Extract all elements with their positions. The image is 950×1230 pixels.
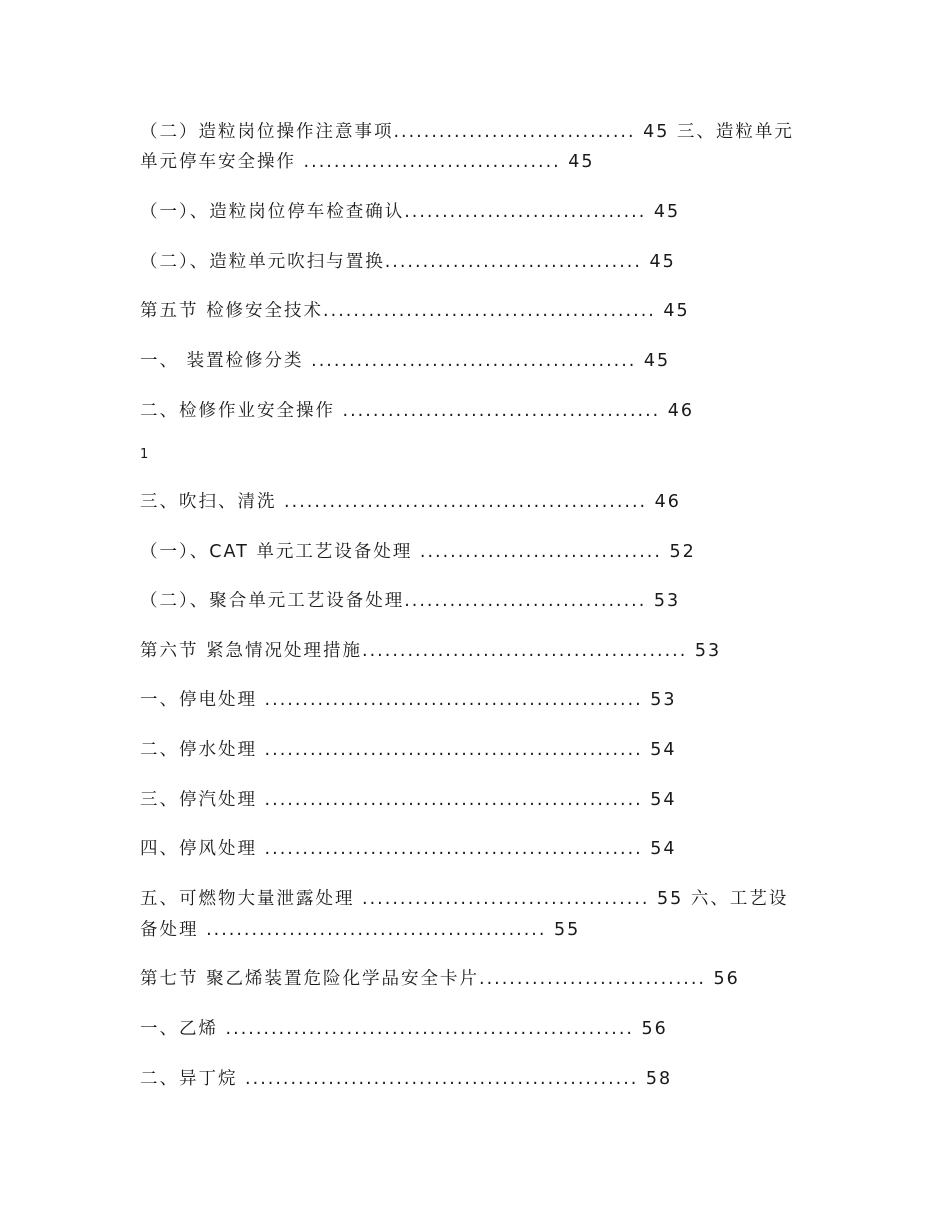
toc-entry: 第七节 聚乙烯装置危险化学品安全卡片.............................. 56: [140, 969, 740, 989]
toc-entry: 二、检修作业安全操作 .......................................... 46: [140, 401, 695, 421]
toc-entry: 二、异丁烷 .................................................... 58: [140, 1069, 673, 1089]
toc-entry: 第五节 检修安全技术............................................ 45: [140, 301, 690, 321]
page-number: 1: [140, 447, 149, 462]
toc-entry: 单元停车安全操作 .................................. 45: [140, 152, 595, 172]
toc-entry: 一、停电处理 .................................................. 53: [140, 690, 677, 710]
toc-entry: （二）造粒岗位操作注意事项................................ 45 三、造粒单元: [140, 122, 794, 142]
toc-entry: 四、停风处理 .................................................. 54: [140, 839, 677, 859]
toc-entry: 一、 装置检修分类 ........................................... 45: [140, 351, 671, 371]
toc-entry: 五、可燃物大量泄露处理 ...................................... 55 六、工艺设: [140, 889, 789, 909]
toc-entry: 备处理 ............................................. 55: [140, 920, 581, 940]
toc-entry: （一）、CAT 单元工艺设备处理 ................................ 52: [140, 542, 696, 562]
toc-entry: （二）、造粒单元吹扫与置换.................................. 45: [140, 252, 676, 272]
toc-entry: 第六节 紧急情况处理措施........................................... 53: [140, 641, 722, 661]
toc-entry: 三、吹扫、清洗 ................................................ 46: [140, 492, 681, 512]
toc-entry: 二、停水处理 .................................................. 54: [140, 740, 677, 760]
toc-entry: （一）、造粒岗位停车检查确认................................ 45: [140, 202, 681, 222]
toc-entry: （二）、聚合单元工艺设备处理................................ 53: [140, 591, 681, 611]
toc-entry: 三、停汽处理 .................................................. 54: [140, 790, 677, 810]
toc-entry: 一、乙烯 ...................................................... 56: [140, 1019, 668, 1039]
